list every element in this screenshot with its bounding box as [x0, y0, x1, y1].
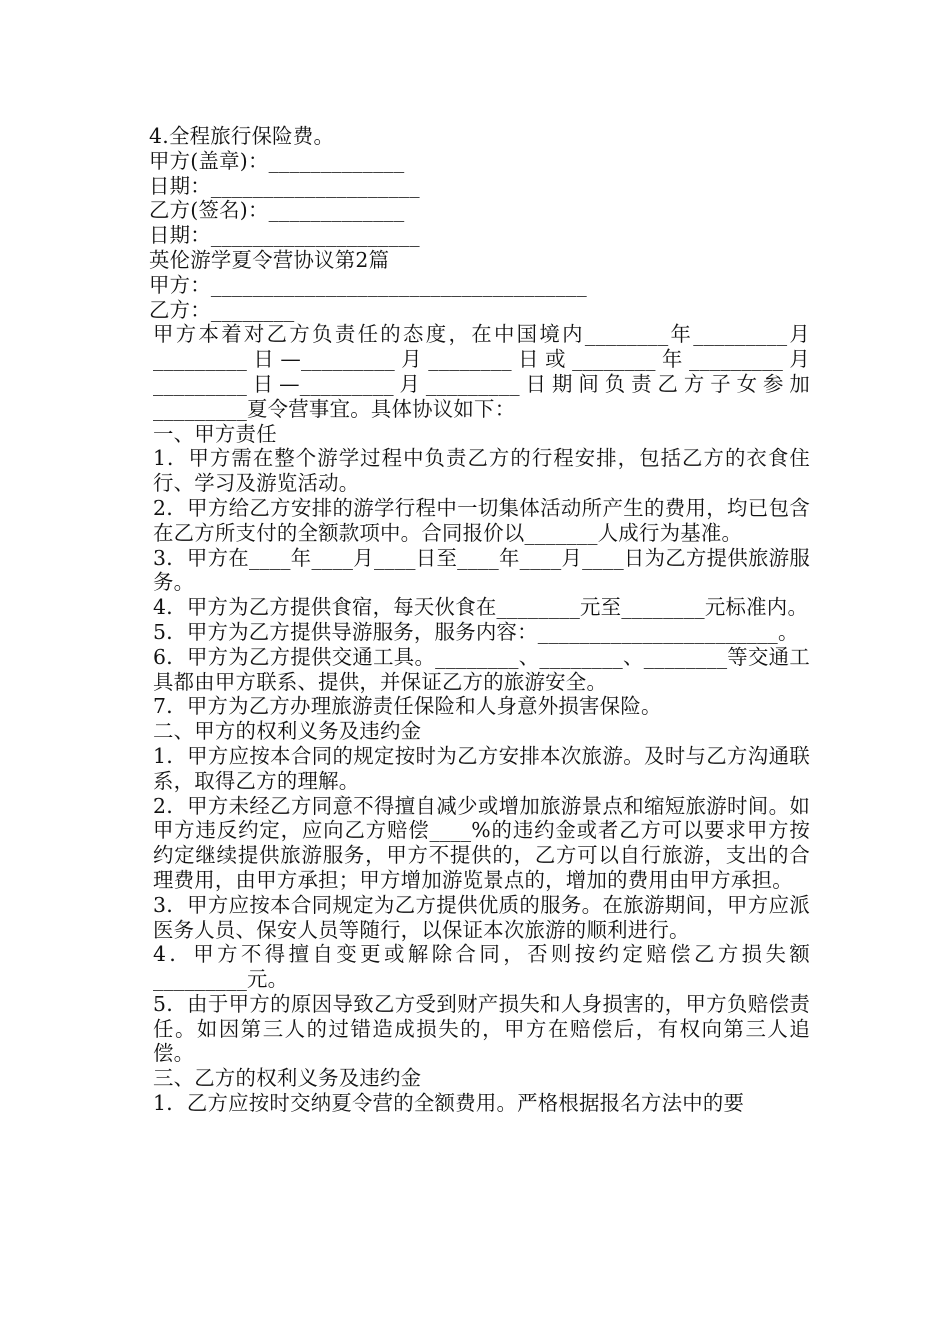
- clause-1-2: 2．甲方给乙方安排的游学行程中一切集体活动所产生的费用，均已包含在乙方所支付的全额款项中。合同报价以_______人成行为基准。: [153, 495, 810, 545]
- section-heading-3: 三、乙方的权利义务及违约金: [153, 1066, 422, 1091]
- paragraph-intro: 甲方本着对乙方负责任的态度，在中国境内________年_________月_________日—_________月________日或________年_________月_________日—_________月_________日期间负责乙方子女参加_________夏令营事宜。具体协议如下：: [153, 322, 810, 421]
- document-page: [145, 124, 810, 1116]
- line-party-a-seal: 甲方(盖章)：_____________: [149, 148, 405, 173]
- clause-2-3: 3．甲方应按本合同规定为乙方提供优质的服务。在旅游期间，甲方应派医务人员、保安人员等随行，以保证本次旅游的顺利进行。: [153, 892, 810, 942]
- line-party-b: 乙方：________: [149, 297, 295, 322]
- section-heading-2: 二、甲方的权利义务及违约金: [153, 719, 422, 744]
- clause-2-2: 2．甲方未经乙方同意不得擅自减少或增加旅游景点和缩短旅游时间。如甲方违反约定，应向乙方赔偿____%的违约金或者乙方可以要求甲方按约定继续提供旅游服务，甲方不提供的，乙方可以自行旅游，支出的合理费用，由甲方承担；甲方增加游览景点的，增加的费用由甲方承担。: [153, 793, 810, 892]
- clause-1-6: 6．甲方为乙方提供交通工具。________、________、________等交通工具都由甲方联系、提供，并保证乙方的旅游安全。: [153, 644, 810, 694]
- clause-1-7: 7．甲方为乙方办理旅游责任保险和人身意外损害保险。: [153, 694, 662, 719]
- line-party-a: 甲方：____________________________________: [149, 272, 587, 297]
- agreement-title: 英伦游学夏令营协议第2篇: [149, 247, 390, 272]
- clause-1-4: 4．甲方为乙方提供食宿，每天伙食在________元至________元标准内。: [153, 595, 809, 620]
- clause-1-1: 1．甲方需在整个游学过程中负责乙方的行程安排，包括乙方的衣食住行、学习及游览活动。: [153, 446, 810, 496]
- clause-2-1: 1．甲方应按本合同的规定按时为乙方安排本次旅游。及时与乙方沟通联系，取得乙方的理解。: [153, 743, 810, 793]
- clause-2-4: 4．甲方不得擅自变更或解除合同，否则按约定赔偿乙方损失额_________元。: [153, 942, 810, 992]
- clause-1-3: 3．甲方在____年____月____日至____年____月____日为乙方提供旅游服务。: [153, 545, 810, 595]
- clause-1-5: 5．甲方为乙方提供导游服务，服务内容：_______________________。: [153, 619, 799, 644]
- line-insurance-fee: 4.全程旅行保险费。: [149, 124, 335, 148]
- section-heading-1: 一、甲方责任: [153, 421, 277, 446]
- line-date-1: 日期：____________________: [149, 173, 420, 198]
- clause-3-1: 1．乙方应按时交纳夏令营的全额费用。严格根据报名方法中的要: [153, 1091, 745, 1116]
- line-date-2: 日期：____________________: [149, 223, 420, 248]
- clause-2-5: 5．由于甲方的原因导致乙方受到财产损失和人身损害的，甲方负赔偿责任。如因第三人的过错造成损失的，甲方在赔偿后，有权向第三人追偿。: [153, 991, 810, 1066]
- line-party-b-sign: 乙方(签名)：_____________: [149, 198, 405, 223]
